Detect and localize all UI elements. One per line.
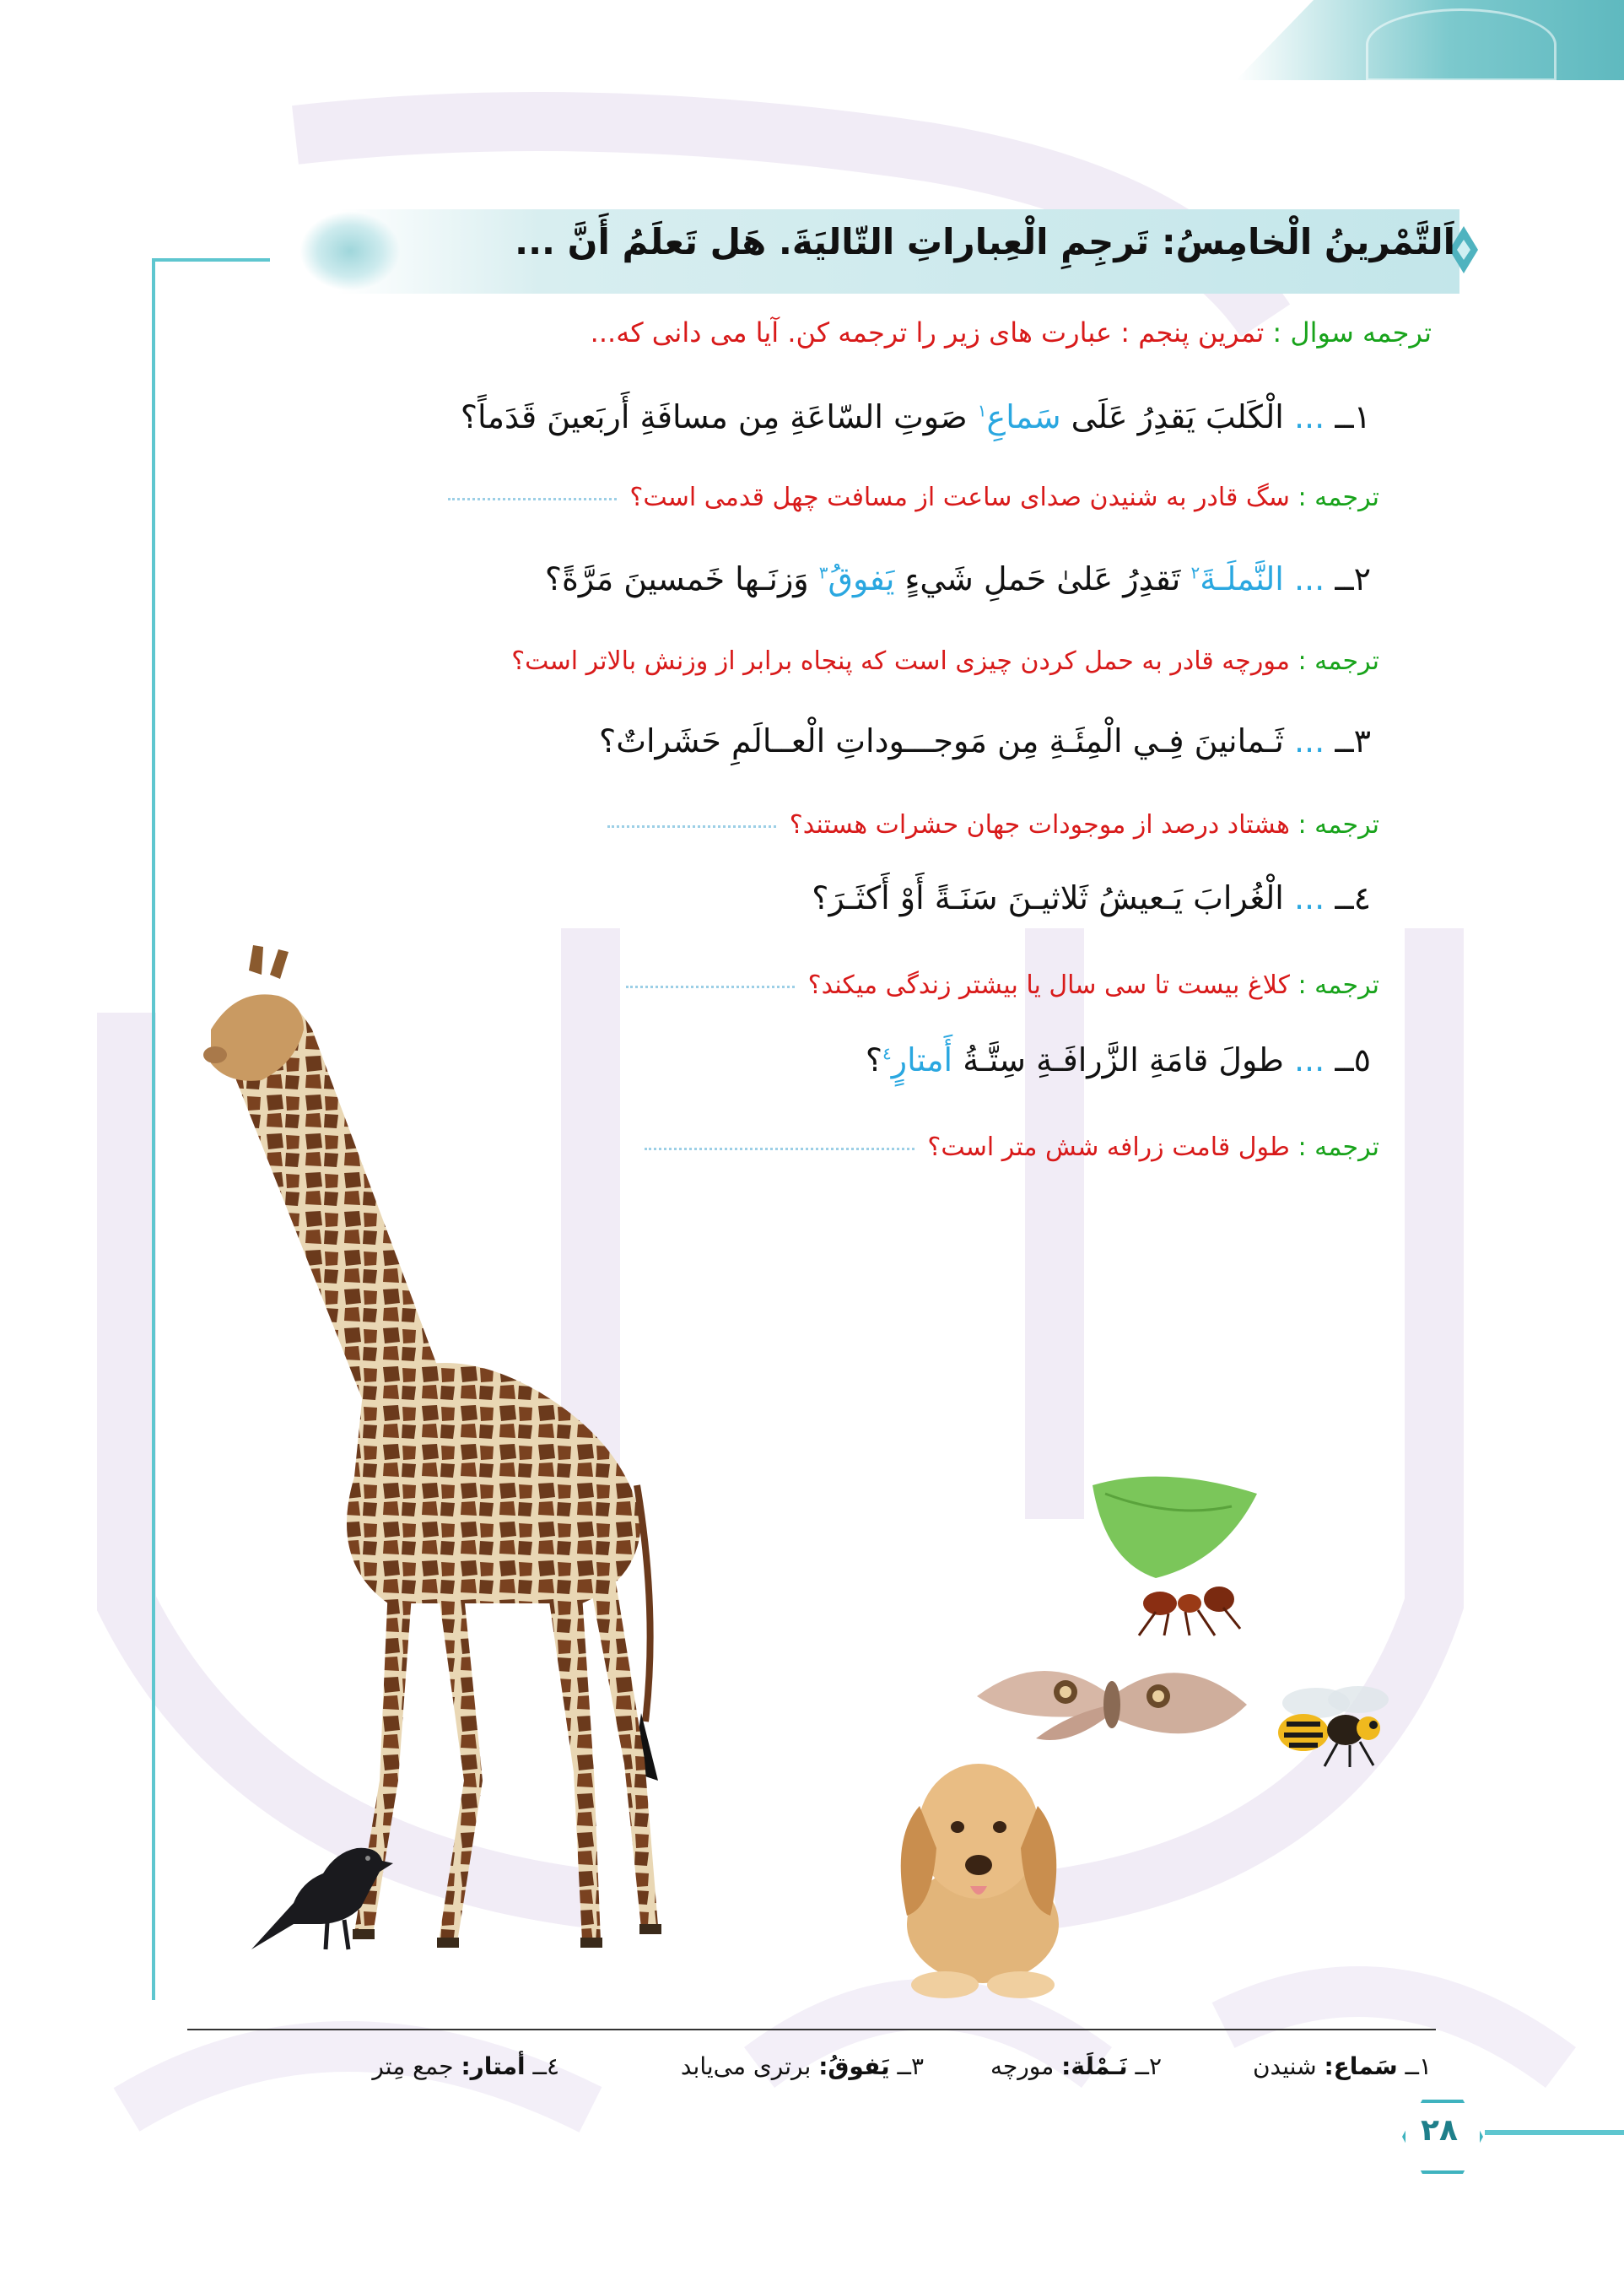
instruction-label: ترجمه سوال :	[1272, 316, 1432, 349]
crow-image	[243, 1823, 395, 1958]
dog-image	[873, 1747, 1084, 2008]
translation-5: ترجمه : طول قامت زرافه شش متر است؟	[645, 1132, 1379, 1162]
exercise-title: اَلتَّمْرینُ الْخامِسُ: تَرجِمِ الْعِباراتِ التّالیَةَ. هَل تَعلَمُ أَنَّ ...	[515, 221, 1455, 262]
left-margin-tick	[152, 258, 270, 262]
vocab-word: أَمتارٍ	[891, 1041, 953, 1078]
answer-dotted-line	[448, 497, 617, 500]
footnote-4: ٤ــ أمتار: جمع مِتر	[372, 2052, 559, 2080]
question-4: ٤ــ ... الْغُرابَ یَـعیشُ ثَلاثیـنَ سَنَـةً أَوْ أَكثَـرَ؟	[812, 879, 1371, 916]
moth-image	[968, 1646, 1255, 1764]
instruction-text: تمرین پنجم : عبارت های زیر را ترجمه کن. آیا می دانی که...	[590, 316, 1265, 349]
translation-3: ترجمه : هشتاد درصد از موجودات جهان حشرات هستند؟	[607, 810, 1379, 840]
ant-with-leaf-image	[1088, 1468, 1282, 1637]
giraffe-image	[186, 937, 844, 1975]
footnote-3: ٣ــ یَفوقُ: برتری می‌یابد	[680, 2052, 924, 2080]
footnote-1: ١ــ سَماع: شنیدن	[1252, 2052, 1432, 2080]
question-5: ٥ــ ... طولَ قامَةِ الزَّرافَـةِ سِتَّـةُ أَمتارٍ$^٤$؟	[865, 1041, 1371, 1078]
footnote-marker: ١	[977, 400, 987, 421]
answer-dotted-line	[607, 824, 776, 828]
footnote-marker: ٢	[1190, 562, 1200, 583]
left-margin-rule	[152, 258, 155, 2000]
instruction-line	[591, 316, 1432, 349]
footnote-2: ٢ــ نَـمْلَة: مورچه	[990, 2052, 1162, 2080]
question-2: ٢ــ ... النَّملَـةَ$^٢$ تَقدِرُ عَلیٰ حَملِ شَيءٍ یَفوقُ$^٣$ وَزنَـها خَمسینَ مَرَّةً؟	[544, 560, 1371, 597]
vocab-word: یَفوقُ	[828, 560, 895, 597]
wasp-image	[1265, 1678, 1400, 1770]
vocab-word: سَماعِ	[986, 398, 1061, 435]
footnote-marker: ٣	[818, 562, 828, 583]
page-number: ٢٨	[1421, 2113, 1458, 2148]
footnote-divider	[187, 2029, 1436, 2030]
question-1: ١ــ ... الْكَلبَ یَقدِرُ عَلَی سَماعِ$^١$ صَوتِ السّاعَةِ مِن مسافَةِ أَربَعینَ قَدَماً؟	[460, 398, 1371, 435]
swirl-ornament-icon	[1366, 8, 1557, 81]
translation-4: ترجمه : کلاغ بیست تا سی سال یا بیشتر زندگی میکند؟	[626, 970, 1379, 1000]
page-number-rule	[1485, 2130, 1624, 2135]
vocab-word: النَّملَـةَ	[1200, 560, 1284, 597]
translation-1: ترجمه : سگ قادر به شنیدن صدای ساعت از مسافت چهل قدمی است؟	[448, 483, 1379, 512]
translation-2: ترجمه : مورچه قادر به حمل کردن چیزی است که پنجاه برابر از وزنش بالاتر است؟	[511, 646, 1379, 676]
question-3: ٣ــ ... ثَـمانینَ فِـي الْمِئَـةِ مِن مَوجـــوداتِ الْعــالَمِ حَشَراتٌ؟	[599, 722, 1371, 759]
footnote-marker: ٤	[882, 1043, 892, 1064]
